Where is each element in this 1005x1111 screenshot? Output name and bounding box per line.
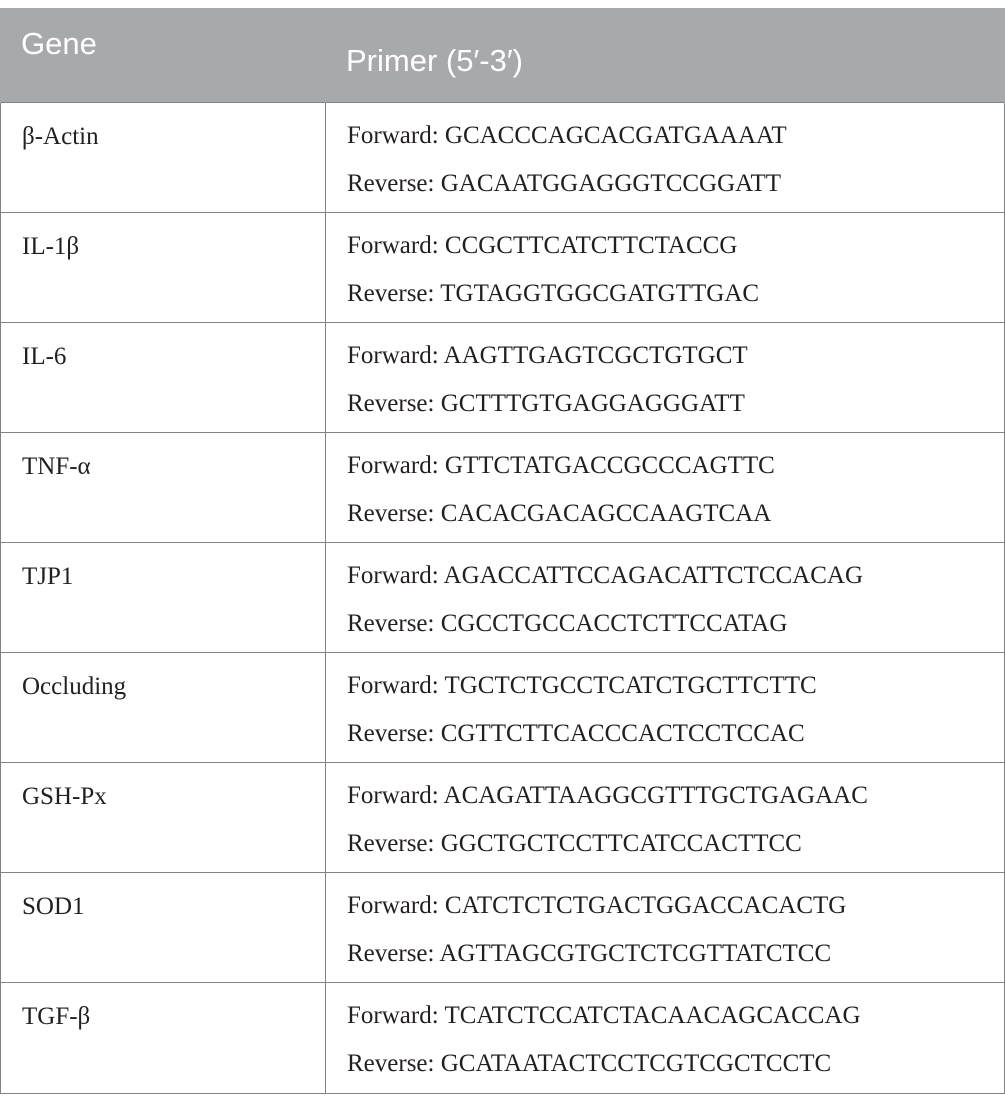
- gene-name: Occluding: [1, 653, 326, 763]
- header-primer: Primer (5′-3′): [326, 8, 1005, 103]
- reverse-primer: Reverse: GACAATGGAGGGTCCGGATT: [347, 170, 781, 197]
- primer-cell: [326, 653, 1005, 763]
- forward-primer: Forward: CCGCTTCATCTTCTACCG: [347, 232, 738, 259]
- table-row: [1, 983, 1005, 1094]
- table-row: [1, 873, 1005, 983]
- table-row: [1, 543, 1005, 653]
- table-row: [1, 653, 1005, 763]
- header-gene: Gene: [1, 8, 326, 103]
- primer-cell: [326, 433, 1005, 543]
- reverse-primer: Reverse: GCATAATACTCCTCGTCGCTCCTC: [347, 1050, 832, 1077]
- gene-name: IL-1β: [1, 213, 326, 323]
- primer-cell: [326, 873, 1005, 983]
- reverse-primer: Reverse: TGTAGGTGGCGATGTTGAC: [347, 280, 760, 307]
- gene-name: TNF-α: [1, 433, 326, 543]
- table-row: [1, 433, 1005, 543]
- table-row: [1, 323, 1005, 433]
- primer-cell: [326, 543, 1005, 653]
- table-row: [1, 763, 1005, 873]
- table-row: [1, 103, 1005, 213]
- primer-cell: [326, 983, 1005, 1094]
- table-header-row: [1, 8, 1005, 103]
- forward-primer: Forward: TGCTCTGCCTCATCTGCTTCTTC: [347, 672, 817, 699]
- forward-primer: Forward: CATCTCTCTGACTGGACCACACTG: [347, 892, 847, 919]
- table-row: [1, 213, 1005, 323]
- forward-primer: Forward: AGACCATTCCAGACATTCTCCACAG: [347, 562, 864, 589]
- gene-name: GSH-Px: [1, 763, 326, 873]
- reverse-primer: Reverse: AGTTAGCGTGCTCTCGTTATCTCC: [347, 940, 832, 967]
- reverse-primer: Reverse: GGCTGCTCCTTCATCCACTTCC: [347, 830, 802, 857]
- table-body: [1, 103, 1005, 1094]
- gene-name: SOD1: [1, 873, 326, 983]
- gene-name: TGF-β: [1, 983, 326, 1094]
- reverse-primer: Reverse: GCTTTGTGAGGAGGGATT: [347, 390, 745, 417]
- gene-name: TJP1: [1, 543, 326, 653]
- gene-name: β-Actin: [1, 103, 326, 213]
- forward-primer: Forward: ACAGATTAAGGCGTTTGCTGAGAAC: [347, 782, 868, 809]
- gene-name: IL-6: [1, 323, 326, 433]
- primer-cell: [326, 763, 1005, 873]
- reverse-primer: Reverse: CACACGACAGCCAAGTCAA: [347, 500, 772, 527]
- primer-table: [0, 8, 1005, 1094]
- primer-cell: [326, 323, 1005, 433]
- forward-primer: Forward: AAGTTGAGTCGCTGTGCT: [347, 342, 748, 369]
- reverse-primer: Reverse: CGCCTGCCACCTCTTCCATAG: [347, 610, 788, 637]
- forward-primer: Forward: TCATCTCCATCTACAACAGCACCAG: [347, 1002, 861, 1029]
- primer-cell: [326, 103, 1005, 213]
- forward-primer: Forward: GTTCTATGACCGCCCAGTTC: [347, 452, 775, 479]
- primer-cell: [326, 213, 1005, 323]
- reverse-primer: Reverse: CGTTCTTCACCCACTCCTCCAC: [347, 720, 805, 747]
- forward-primer: Forward: GCACCCAGCACGATGAAAAT: [347, 122, 787, 149]
